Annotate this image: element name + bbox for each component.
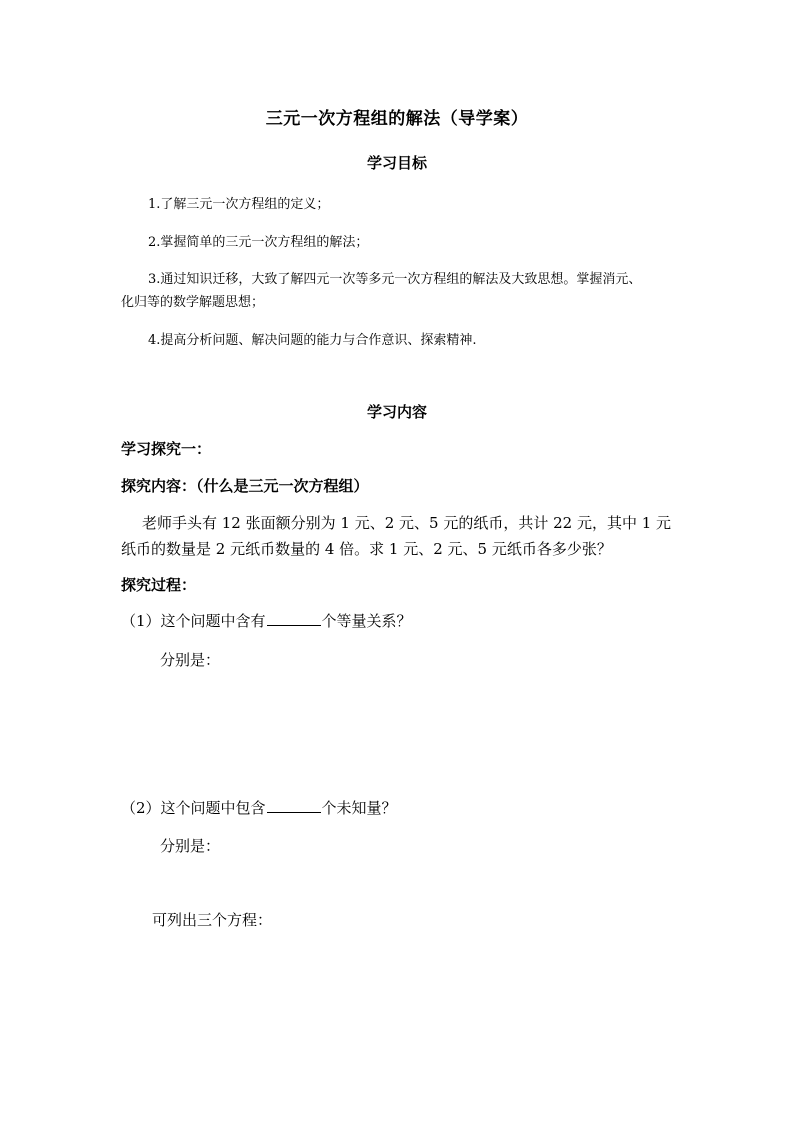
equations-label: 可列出三个方程： xyxy=(152,911,273,929)
question-2 xyxy=(121,797,397,818)
objective-item-3-cont: 化归等的数学解题思想； xyxy=(121,295,265,310)
objective-item-3: 3.通过知识迁移，大致了解四元一次等多元一次方程组的解法及大致思想。掌握消元、 xyxy=(148,272,642,287)
question-2-answer-label: 分别是： xyxy=(160,837,221,855)
question-1-answer-label: 分别是： xyxy=(160,651,221,669)
question-1-blank[interactable] xyxy=(267,611,321,626)
question-2-suffix: 个未知量？ xyxy=(321,799,397,817)
objectives-heading: 学习目标 xyxy=(366,154,427,172)
problem-text-line-1: 老师手头有 12 张面额分别为 1 元、2 元、5 元的纸币，共计 22 元，其中 1 元 xyxy=(142,514,672,532)
objective-item-2: 2.掌握简单的三元一次方程组的解法； xyxy=(148,235,369,250)
content-heading: 学习内容 xyxy=(366,403,427,421)
explore-one-label: 学习探究一： xyxy=(121,440,212,458)
objective-item-1: 1.了解三元一次方程组的定义； xyxy=(148,197,330,212)
objective-item-4: 4.提高分析问题、解决问题的能力与合作意识、探索精神. xyxy=(148,333,477,348)
question-2-prefix: （2）这个问题中包含 xyxy=(121,799,266,817)
question-2-blank[interactable] xyxy=(267,798,321,813)
question-1-suffix: 个等量关系？ xyxy=(321,612,412,630)
document-title: 三元一次方程组的解法（导学案） xyxy=(265,109,529,129)
problem-text-line-2: 纸币的数量是 2 元纸币数量的 4 倍。求 1 元、2 元、5 元纸币各多少张？ xyxy=(121,540,612,558)
explore-content-label: 探究内容：（什么是三元一次方程组） xyxy=(121,477,369,495)
question-1-prefix: （1）这个问题中含有 xyxy=(121,612,266,630)
question-1 xyxy=(121,610,412,631)
process-label: 探究过程： xyxy=(121,576,197,594)
